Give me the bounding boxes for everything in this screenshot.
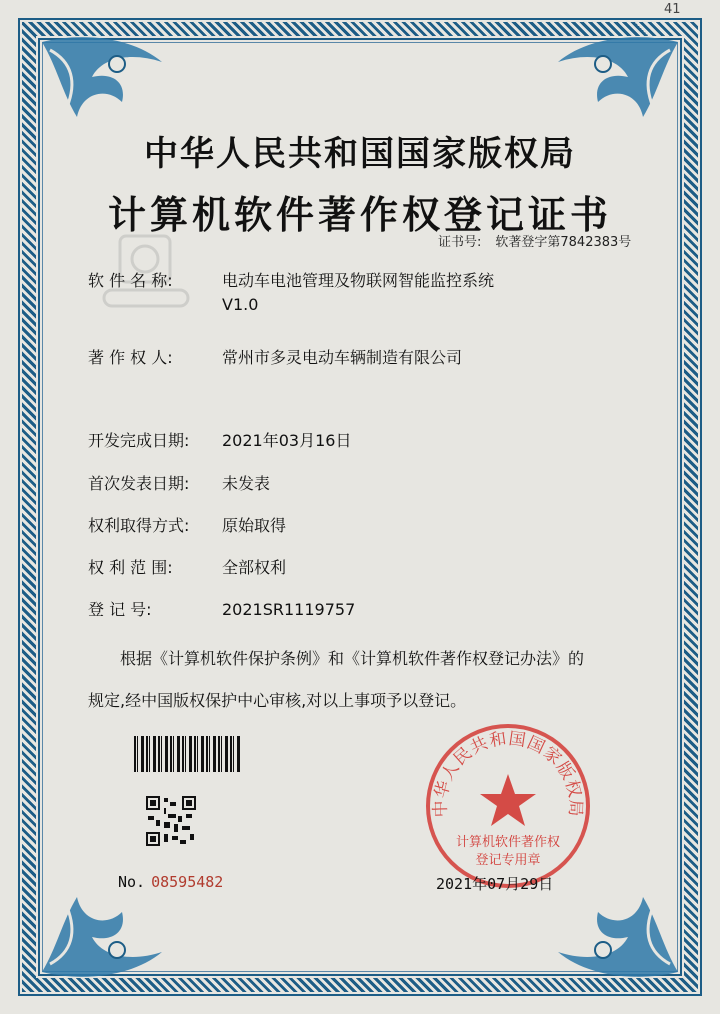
certificate-number xyxy=(438,231,631,250)
publish-date-label: 首次发表日期: xyxy=(88,474,190,493)
copyright-owner-value: 常州市多灵电动车辆制造有限公司 xyxy=(222,348,463,367)
publish-date-value: 未发表 xyxy=(222,474,271,493)
certificate-number-value: 软著登字第7842383号 xyxy=(495,235,632,250)
software-version: V1.0 xyxy=(222,295,259,314)
statement-line-2: 规定,经中国版权保护中心审核,对以上事项予以登记。 xyxy=(88,691,467,710)
seal-line-2: 登记专用章 xyxy=(475,853,541,868)
serial-number-label: No. xyxy=(118,873,146,891)
registration-number-value: 2021SR1119757 xyxy=(222,600,356,619)
completion-date-value: 2021年03月16日 xyxy=(222,431,352,450)
field-completion-date xyxy=(88,428,351,451)
acquisition-method-value: 原始取得 xyxy=(222,516,287,535)
corner-ornament-bottom-right xyxy=(548,882,698,992)
rights-scope-value: 全部权利 xyxy=(222,558,287,577)
issuing-authority: 中华人民共和国国家版权局 xyxy=(144,134,576,174)
field-acquisition-method xyxy=(88,513,286,536)
acquisition-method-label: 权利取得方式: xyxy=(88,516,190,535)
field-copyright-owner xyxy=(88,345,462,368)
certificate-title: 计算机软件著作权登记证书 xyxy=(107,193,612,237)
barcode xyxy=(134,736,242,772)
certificate-number-label: 证书号: xyxy=(438,235,482,250)
field-publish-date xyxy=(88,471,270,494)
official-seal xyxy=(424,722,592,890)
serial-number-value: 08595482 xyxy=(151,873,224,891)
copyright-owner-label: 著 作 权 人: xyxy=(88,348,173,367)
corner-ornament-bottom-left xyxy=(22,882,172,992)
corner-ornament-top-right xyxy=(548,22,698,132)
serial-number xyxy=(118,873,223,891)
registration-number-label: 登 记 号: xyxy=(88,600,152,619)
seal-line-1: 计算机软件著作权 xyxy=(455,835,561,850)
software-name-value: 电动车电池管理及物联网智能监控系统 xyxy=(222,271,495,290)
completion-date-label: 开发完成日期: xyxy=(88,431,190,450)
rights-scope-label: 权 利 范 围: xyxy=(88,558,173,577)
software-name-label: 软 件 名 称: xyxy=(88,271,173,290)
field-registration-number xyxy=(88,597,355,620)
statement-line-1: 根据《计算机软件保护条例》和《计算机软件著作权登记办法》的 xyxy=(120,649,585,668)
field-software-name xyxy=(88,268,494,314)
handwritten-mark: 41 xyxy=(664,2,681,17)
field-rights-scope xyxy=(88,555,286,578)
seal-ring-text: 中华人民共和国国家版权局 xyxy=(430,728,586,818)
corner-ornament-top-left xyxy=(22,22,172,132)
issue-date: 2021年07月29日 xyxy=(436,875,554,893)
qr-code xyxy=(146,796,196,846)
